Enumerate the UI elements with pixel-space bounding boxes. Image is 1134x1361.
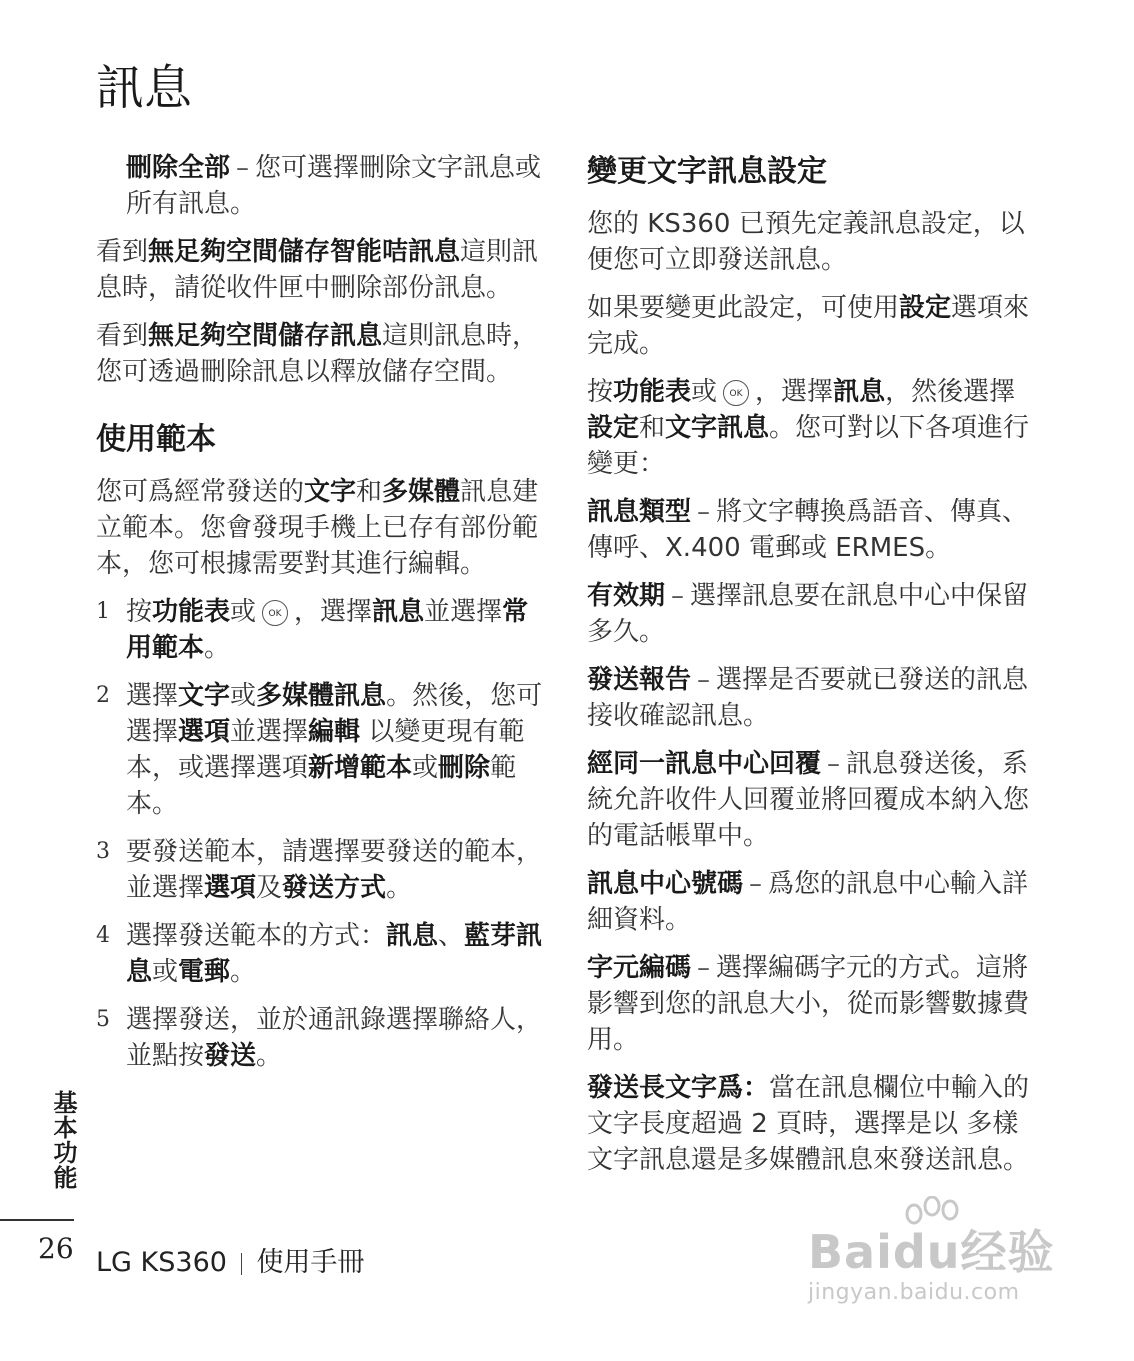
text: 這則訊息時，請從收件匣中刪除部份訊息。 — [96, 237, 539, 303]
setting-term: 訊息類型 — [587, 497, 692, 527]
setting-delivery-report — [587, 662, 1037, 734]
delete-all-text: 您可選擇刪除文字訊息或所有訊息。 — [126, 153, 542, 219]
setting-desc: 選擇訊息要在訊息中心中保留多久。 — [587, 581, 1029, 647]
bold-text: 功能表 — [152, 597, 231, 627]
text: 以變更現有範本，或選擇選項 — [126, 717, 525, 783]
text: 。 — [204, 633, 231, 663]
text: 要發送範本，請選擇要發送的範本，並選擇 — [126, 837, 543, 903]
setting-long-text — [587, 1070, 1037, 1178]
text: 和 — [356, 477, 383, 507]
text: ，選擇 — [294, 597, 373, 627]
dash: – — [697, 953, 711, 983]
ok-button-icon: OK — [723, 380, 749, 406]
bold-text: 發送 — [204, 1041, 257, 1071]
brand-model: LG KS360 — [96, 1247, 227, 1278]
step-number: 5 — [96, 1007, 110, 1032]
text: 看到 — [96, 321, 149, 351]
setting-desc: 爲您的訊息中心輸入詳細資料。 — [587, 869, 1029, 935]
text: 按 — [587, 377, 614, 407]
setting-term: 發送報告 — [587, 665, 692, 695]
text: 並選擇 — [230, 717, 309, 747]
step-number: 4 — [96, 923, 110, 948]
ok-button-icon: OK — [262, 600, 288, 626]
section-side-tab: 基本功能 — [49, 1090, 77, 1190]
settings-intro: 您的 KS360 已預先定義訊息設定，以便您可立即發送訊息。 — [587, 209, 1025, 275]
text: 如果要變更此設定，可使用 — [587, 293, 900, 323]
footer-brand — [96, 1240, 364, 1279]
bold-text: 刪除 — [438, 753, 491, 783]
setting-reply-via-center — [587, 746, 1037, 854]
dash: – — [236, 153, 250, 183]
setting-center-number — [587, 866, 1037, 938]
bold-text: 多媒體 — [382, 477, 461, 507]
watermark — [808, 1196, 1068, 1316]
text: ，然後選擇 — [885, 377, 1016, 407]
delete-all-option — [96, 150, 552, 222]
dash: – — [697, 497, 711, 527]
bold-text: 電郵 — [178, 957, 231, 987]
no-space-paragraph — [96, 318, 552, 390]
bold-text: 無足夠空間儲存智能咭訊息 — [148, 237, 461, 267]
bold-text: 訊息 — [372, 597, 425, 627]
text: 。然後，您可選擇 — [126, 681, 543, 747]
bold-text: 設定 — [587, 413, 640, 443]
step-number: 3 — [96, 839, 110, 864]
text: 及 — [256, 873, 283, 903]
bold-text: 新增範本 — [308, 753, 413, 783]
text: 選項來完成。 — [587, 293, 1030, 359]
templates-intro — [96, 474, 552, 582]
text: 。 — [230, 957, 257, 987]
footer-divider — [0, 1219, 74, 1221]
text: 選擇發送範本的方式： — [126, 921, 387, 951]
step-2 — [96, 678, 552, 822]
bold-text: 選項 — [204, 873, 257, 903]
bold-text: 文字 — [304, 477, 357, 507]
left-column — [96, 150, 552, 1086]
bold-text: 訊息 — [833, 377, 886, 407]
text: 範本。 — [126, 753, 517, 819]
right-column — [587, 150, 1037, 1190]
setting-desc: 當在訊息欄位中輸入的文字長度超過 2 頁時，選擇是以 多樣文字訊息還是多媒體訊息來發送訊息。 — [587, 1073, 1030, 1175]
text: 。 — [256, 1041, 283, 1071]
step-4 — [96, 918, 552, 990]
bold-text: 設定 — [899, 293, 952, 323]
text: 或 — [691, 377, 718, 407]
setting-term: 訊息中心號碼 — [587, 869, 744, 899]
text: 您可爲經常發送的 — [96, 477, 305, 507]
step-1 — [96, 594, 552, 666]
dash: – — [827, 749, 841, 779]
footer-separator — [241, 1253, 243, 1275]
text: 。 — [386, 873, 413, 903]
bold-text: 無足夠空間儲存訊息 — [148, 321, 383, 351]
bold-text: 選項 — [178, 717, 231, 747]
text: 、 — [438, 921, 465, 951]
bold-text: 常用範本 — [126, 597, 529, 663]
no-space-sim-paragraph — [96, 234, 552, 306]
bold-text: 發送方式 — [282, 873, 387, 903]
bold-text: 訊息 — [386, 921, 439, 951]
bold-text: 功能表 — [613, 377, 692, 407]
text: 選擇 — [126, 681, 179, 711]
settings-change-paragraph — [587, 290, 1037, 362]
dash: – — [697, 665, 711, 695]
page-number: 26 — [38, 1232, 74, 1265]
text: 或 — [412, 753, 439, 783]
text: 。您可對以下各項進行變更： — [587, 413, 1030, 479]
setting-term: 發送長文字爲： — [587, 1073, 770, 1103]
text: 或 — [230, 597, 257, 627]
text: 選擇發送，並於通訊錄選擇聯絡人，並點按 — [126, 1005, 543, 1071]
text: 和 — [639, 413, 666, 443]
step-3 — [96, 834, 552, 906]
templates-heading: 使用範本 — [96, 422, 216, 457]
text: 這則訊息時，您可透過刪除訊息以釋放儲存空間。 — [96, 321, 539, 387]
text: 按 — [126, 597, 153, 627]
bold-text: 文字 — [178, 681, 231, 711]
bold-text: 編輯 — [308, 717, 361, 747]
bold-text: 多媒體訊息 — [256, 681, 387, 711]
text: ，選擇 — [755, 377, 834, 407]
setting-desc: 將文字轉換爲語音、傳真、傳呼、X.400 電郵或 ERMES。 — [587, 497, 1029, 563]
setting-desc: 選擇編碼字元的方式。這將影響到您的訊息大小，從而影響數據費用。 — [587, 953, 1030, 1055]
setting-char-encoding — [587, 950, 1037, 1058]
setting-desc: 訊息發送後，系統允許收件人回覆並將回覆成本納入您的電話帳單中。 — [587, 749, 1030, 851]
settings-heading: 變更文字訊息設定 — [587, 154, 827, 189]
text: 或 — [152, 957, 179, 987]
manual-label: 使用手冊 — [256, 1247, 365, 1278]
step-5 — [96, 1002, 552, 1074]
watermark-url: jingyan.baidu.com — [808, 1280, 1020, 1305]
dash: – — [749, 869, 763, 899]
bold-text: 文字訊息 — [665, 413, 770, 443]
setting-term: 經同一訊息中心回覆 — [587, 749, 822, 779]
bold-text: 藍芽訊息 — [126, 921, 543, 987]
text: 訊息建立範本。您會發現手機上已存有部份範本，您可根據需要對其進行編輯。 — [96, 477, 539, 579]
step-number: 1 — [96, 599, 110, 624]
setting-term: 字元編碼 — [587, 953, 692, 983]
dash: – — [671, 581, 685, 611]
watermark-text: Baidu经验 — [808, 1225, 1055, 1279]
delete-all-term: 刪除全部 — [126, 153, 231, 183]
setting-validity — [587, 578, 1037, 650]
step-number: 2 — [96, 683, 110, 708]
setting-message-type — [587, 494, 1037, 566]
setting-term: 有效期 — [587, 581, 666, 611]
page-title: 訊息 — [96, 60, 193, 116]
text: 或 — [230, 681, 257, 711]
text: 看到 — [96, 237, 149, 267]
text: 並選擇 — [424, 597, 503, 627]
settings-path-paragraph — [587, 374, 1037, 482]
setting-desc: 選擇是否要就已發送的訊息接收確認訊息。 — [587, 665, 1029, 731]
